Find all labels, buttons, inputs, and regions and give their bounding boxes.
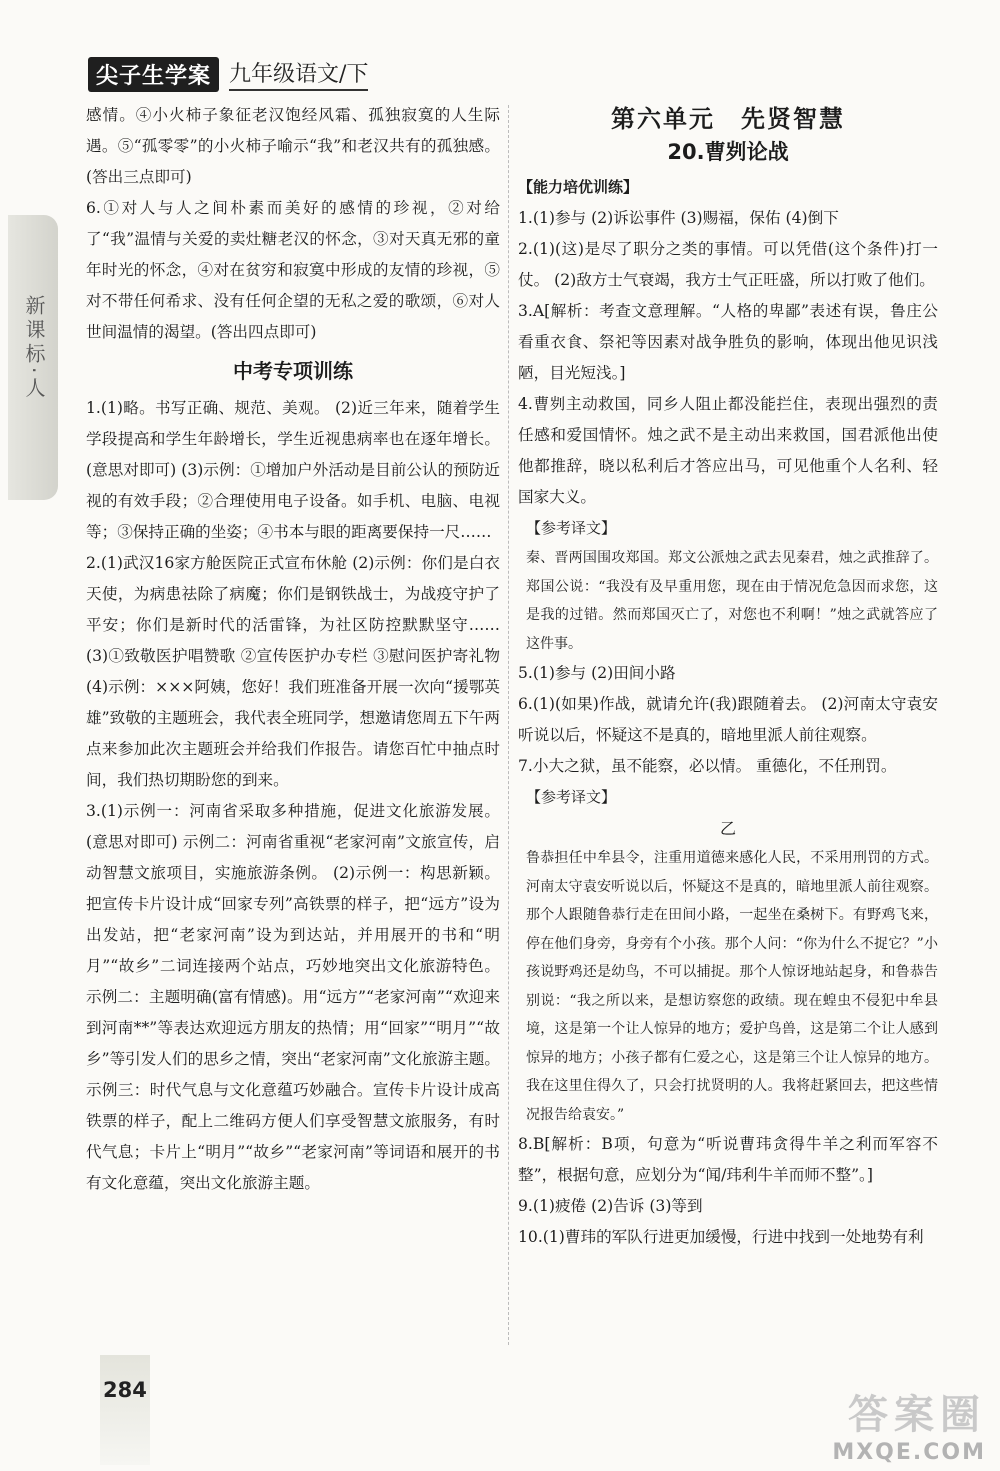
answer-item: 8.B[解析：B项，句意为“听说曹玮贪得牛羊之利而军容不整”，根据句意，应划分为“闻/玮利牛羊而师不整”。] [518, 1135, 938, 1184]
page-header [88, 56, 368, 92]
unit-title: 第六单元 先贤智慧 [611, 105, 845, 133]
answer-item: 1.(1)略。书写正确、规范、美观。 (2)近三年来，随着学生学段提高和学生年龄增长，学生近视患病率也在逐年增长。(意思对即可) (3)示例：①增加户外活动是目前公认的预防近视的有效手段；②合理使用电子设备。如手机、电脑、电视等；③保持正确的坐姿；④书本与眼的距离要保持一尺…… [86, 399, 500, 541]
answer-item: 2.(1)武汉16家方舱医院正式宣布休舱 (2)示例：你们是白衣天使，为病患祛除了病魔；你们是钢铁战士，为战疫守护了平安；你们是新时代的活雷锋，为社区防控默默坚守…… (3)①致敬医护唱赞歌 ②宣传医护办专栏 ③慰问医护寄礼物 (4)示例：×××阿姨，您好！我们班准备开展一次向“援鄂英雄”致敬的主题班会，我代表全班同学，想邀请您周五下午两点来参加此次主题班会并给我们作报告。请您百忙中抽点时间，我们热切期盼您的到来。 [86, 554, 500, 789]
subsection-label: 【能力培优训练】 [518, 178, 639, 196]
column-divider [508, 105, 509, 1345]
translation-text: 鲁恭担任中牟县令，注重用道德来感化人民，不采用刑罚的方式。河南太守袁安听说以后，怀疑这不是真的，暗地里派人前往观察。那个人跟随鲁恭行走在田间小路，一起坐在桑树下。有野鸡飞来，停在他们身旁，身旁有个小孩。那个人问：“你为什么不捉它？”小孩说野鸡还是幼鸟，不可以捕捉。那个人惊讶地站起身，和鲁恭告别说：“我之所以来，是想访察您的政绩。现在蝗虫不侵犯中牟县境，这是第一个让人惊异的地方；爱护鸟兽，这是第二个让人感到惊异的地方；小孩子都有仁爱之心，这是第三个让人惊异的地方。我在这里住得久了，只会打扰贤明的人。我将赶紧回去，把这些情况报告给袁安。” [526, 850, 938, 1123]
watermark-logo [832, 1383, 986, 1465]
answer-item: 3.A[解析：考查文意理解。“人格的卑鄙”表述有误，鲁庄公看重衣食、祭祀等因素对战争胜负的影响，体现出他见识浅陋，目光短浅。] [518, 302, 938, 382]
watermark-text: 答案圈 [848, 1392, 986, 1438]
subject-title: 九年级语文/下 [229, 57, 368, 91]
translation-text: 秦、晋两国围攻郑国。郑文公派烛之武去见秦君，烛之武推辞了。郑国公说：“我没有及早重用您，现在由于情况危急因而求您，这是我的过错。然而郑国灭亡了，对您也不利啊！”烛之武就答应了这件事。 [526, 550, 938, 652]
answer-item: 4.曹刿主动救国，同乡人阻止都没能拦住，表现出强烈的责任感和爱国情怀。烛之武不是主动出来救国，国君派他出使他都推辞，晓以私利后才答应出马，可见他重个人名利、轻国家大义。 [518, 395, 938, 506]
answer-item: 7.小大之狱，虽不能察，必以情。 重德化，不任刑罚。 [518, 757, 897, 775]
answer-item: 2.(1)(这)是尽了职分之类的事情。可以凭借(这个条件)打一仗。 (2)敌方士气衰竭，我方士气正旺盛，所以打败了他们。 [518, 240, 938, 289]
answer-item: 3.(1)示例一：河南省采取多种措施，促进文化旅游发展。(意思对即可) 示例二：河南省重视“老家河南”文旅宣传，启动智慧文旅项目，实施旅游条例。 (2)示例一：构思新颖。把宣传卡片设计成“回家专列”高铁票的样子，把“远方”设为出发站，把“老家河南”设为到达站，并用展开的书和“明月”“故乡”二词连接两个站点，巧妙地突出文化旅游特色。 示例二：主题明确(富有情感)。用“远方”“老家河南”“欢迎来到河南**”等表达欢迎远方朋友的热情；用“回家”“明月”“故乡”等引发人们的思乡之情，突出“老家河南”文化旅游主题。 示例三：时代气息与文化意蕴巧妙融合。宣传卡片设计成高铁票的样子，配上二维码方便人们享受智慧文旅服务，有时代气息；卡片上“明月”“故乡”“老家河南”等词语和展开的书有文化意蕴，突出文化旅游主题。 [86, 802, 500, 1192]
right-column [518, 100, 938, 1253]
translation-label: 【参考译文】 [526, 519, 617, 537]
answer-item: 10.(1)曹玮的军队行进更加缓慢，行进中找到一处地势有利 [518, 1228, 924, 1246]
translation-label: 【参考译文】 [526, 788, 617, 806]
brand-logo: 尖子生学案 [88, 57, 219, 92]
side-tab-label: 新课标·人 [22, 295, 46, 402]
section-title: 中考专项训练 [233, 359, 353, 383]
side-tab [8, 215, 58, 500]
watermark-url: MXQE.COM [832, 1440, 986, 1465]
answer-item: 1.(1)参与 (2)诉讼事件 (3)赐福，保佑 (4)倒下 [518, 209, 839, 227]
lesson-title: 20.曹刿论战 [667, 140, 789, 164]
answer-item: 6.①对人与人之间朴素而美好的感情的珍视，②对给了“我”温情与关爱的卖灶糖老汉的怀念，③对天真无邪的童年时光的怀念，④对在贫穷和寂寞中形成的友情的珍视，⑤对不带任何希求、没有任何企望的无私之爱的歌颂，⑥对人世间温情的渴望。(答出四点即可) [86, 199, 500, 341]
page-number: 284 [103, 1378, 147, 1402]
answer-paragraph: 感情。④小火柿子象征老汉饱经风霜、孤独寂寞的人生际遇。⑤“孤零零”的小火柿子喻示“我”和老汉共有的孤独感。(答出三点即可) [86, 106, 500, 186]
answer-item: 5.(1)参与 (2)田间小路 [518, 664, 676, 682]
page-number-tab [100, 1355, 150, 1465]
left-column [86, 100, 500, 1199]
answer-item: 9.(1)疲倦 (2)告诉 (3)等到 [518, 1197, 703, 1215]
translation-subheading: 乙 [719, 819, 736, 838]
answer-item: 6.(1)(如果)作战，就请允许(我)跟随着去。 (2)河南太守袁安听说以后，怀疑这不是真的，暗地里派人前往观察。 [518, 695, 938, 744]
